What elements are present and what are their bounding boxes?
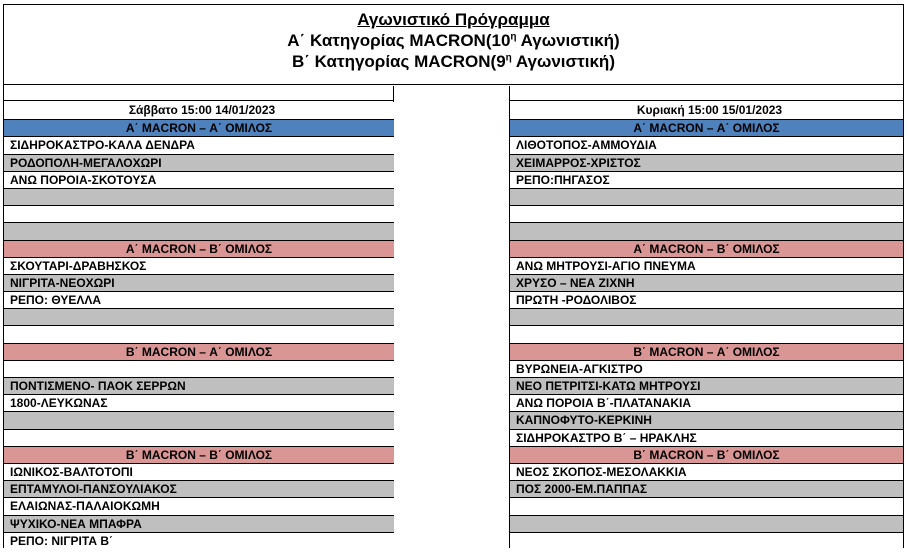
match-row: ΙΩΝΙΚΟΣ-ΒΑΛΤΟΤΟΠΙ <box>4 463 394 480</box>
match-row <box>4 205 394 222</box>
match-row <box>510 205 903 222</box>
page-title: Αγωνιστικό Πρόγραμμα <box>357 10 550 29</box>
match-row: ΑΝΩ ΠΟΡΟΙΑ-ΣΚΟΤΟΥΣΑ <box>4 171 394 188</box>
category-a-text: Α΄ Κατηγορίας MACRON(10 <box>287 31 511 50</box>
match-row <box>4 325 394 342</box>
match-row: ΕΛΑΙΩΝΑΣ-ΠΑΛΑΙΟΚΩΜΗ <box>4 497 394 514</box>
match-row: 1800-ΛΕΥΚΩΝΑΣ <box>4 394 394 411</box>
schedule-header <box>4 5 903 85</box>
match-row <box>510 222 903 239</box>
match-row <box>510 188 903 205</box>
group-header: Β΄ MACRON – Α΄ ΟΜΙΛΟΣ <box>4 343 394 360</box>
match-row: ΡΕΠΟ:ΠΗΓΑΣΟΣ <box>510 171 903 188</box>
group-header: Β΄ MACRON – Β΄ ΟΜΙΛΟΣ <box>4 446 394 463</box>
saturday-column <box>4 102 394 549</box>
match-row: ΣΙΔΗΡΟΚΑΣΤΡΟ Β΄ – ΗΡΑΚΛΗΣ <box>510 429 903 446</box>
category-a-line <box>4 30 903 51</box>
match-row: ΚΑΠΝΟΦΥΤΟ-ΚΕΡΚΙΝΗ <box>510 411 903 428</box>
category-a-suffix: Αγωνιστική) <box>516 31 620 50</box>
match-row: ΧΕΙΜΑΡΡΟΣ-ΧΡΙΣΤΟΣ <box>510 154 903 171</box>
match-row: ΒΥΡΩΝΕΙΑ-ΑΓΚΙΣΤΡΟ <box>510 360 903 377</box>
match-row: ΑΝΩ ΠΟΡΟΙΑ Β΄-ΠΛΑΤΑΝΑΚΙΑ <box>510 394 903 411</box>
match-row <box>4 429 394 446</box>
sunday-date: Κυριακή 15:00 15/01/2023 <box>510 102 903 119</box>
group-header: Β΄ MACRON – Α΄ ΟΜΙΛΟΣ <box>510 343 903 360</box>
match-row: ΛΙΘΟΤΟΠΟΣ-ΑΜΜΟΥΔΙΑ <box>510 136 903 153</box>
category-b-line <box>4 51 903 72</box>
category-b-sup: η <box>505 52 512 64</box>
match-row: ΡΟΔΟΠΟΛΗ-ΜΕΓΑΛΟΧΩΡΙ <box>4 154 394 171</box>
match-row: ΧΡΥΣΟ – ΝΕΑ ΖΙΧΝΗ <box>510 274 903 291</box>
match-row: ΠΟΝΤΙΣΜΕΝΟ- ΠΑΟΚ ΣΕΡΡΩΝ <box>4 377 394 394</box>
match-row: ΠΡΩΤΗ -ΡΟΔΟΛΙΒΟΣ <box>510 291 903 308</box>
match-row: ΡΕΠΟ: ΘΥΕΛΛΑ <box>4 291 394 308</box>
match-row: ΝΕΟ ΠΕΤΡΙΤΣΙ-ΚΑΤΩ ΜΗΤΡΟΥΣΙ <box>510 377 903 394</box>
category-a-sup: η <box>510 31 517 43</box>
group-header: Β΄ MACRON – Β΄ ΟΜΙΛΟΣ <box>510 446 903 463</box>
match-row: ΝΕΟΣ ΣΚΟΠΟΣ-ΜΕΣΟΛΑΚΚΙΑ <box>510 463 903 480</box>
match-row <box>510 515 903 532</box>
match-row: ΠΟΣ 2000-ΕΜ.ΠΑΠΠΑΣ <box>510 480 903 497</box>
group-header: Α΄ MACRON – Α΄ ΟΜΙΛΟΣ <box>510 119 903 136</box>
match-row <box>510 532 903 549</box>
match-row: ΝΙΓΡΙΤΑ-ΝΕΟΧΩΡΙ <box>4 274 394 291</box>
match-row <box>4 360 394 377</box>
match-row <box>4 188 394 205</box>
match-row: ΣΚΟΥΤΑΡΙ-ΔΡΑΒΗΣΚΟΣ <box>4 257 394 274</box>
match-row <box>510 497 903 514</box>
saturday-date: Σάββατο 15:00 14/01/2023 <box>4 102 394 119</box>
column-gap <box>393 86 510 548</box>
match-row <box>4 411 394 428</box>
match-row: ΡΕΠΟ: ΝΙΓΡΙΤΑ Β΄ <box>4 532 394 549</box>
match-row <box>4 222 394 239</box>
group-header: Α΄ MACRON – Β΄ ΟΜΙΛΟΣ <box>4 240 394 257</box>
match-row: ΑΝΩ ΜΗΤΡΟΥΣΙ-ΑΓΙΟ ΠΝΕΥΜΑ <box>510 257 903 274</box>
match-row <box>510 325 903 342</box>
match-row: ΕΠΤΑΜΥΛΟΙ-ΠΑΝΣΟΥΛΙΑΚΟΣ <box>4 480 394 497</box>
match-row: ΨΥΧΙΚΟ-ΝΕΑ ΜΠΑΦΡΑ <box>4 515 394 532</box>
match-row <box>510 308 903 325</box>
category-b-suffix: Αγωνιστική) <box>511 52 615 71</box>
match-row <box>4 308 394 325</box>
match-row: ΣΙΔΗΡΟΚΑΣΤΡΟ-ΚΑΛΑ ΔΕΝΔΡΑ <box>4 136 394 153</box>
sunday-column <box>510 102 903 549</box>
group-header: Α΄ MACRON – Β΄ ΟΜΙΛΟΣ <box>510 240 903 257</box>
category-b-text: Β΄ Κατηγορίας MACRON(9 <box>292 52 506 71</box>
group-header: Α΄ MACRON – Α΄ ΟΜΙΛΟΣ <box>4 119 394 136</box>
